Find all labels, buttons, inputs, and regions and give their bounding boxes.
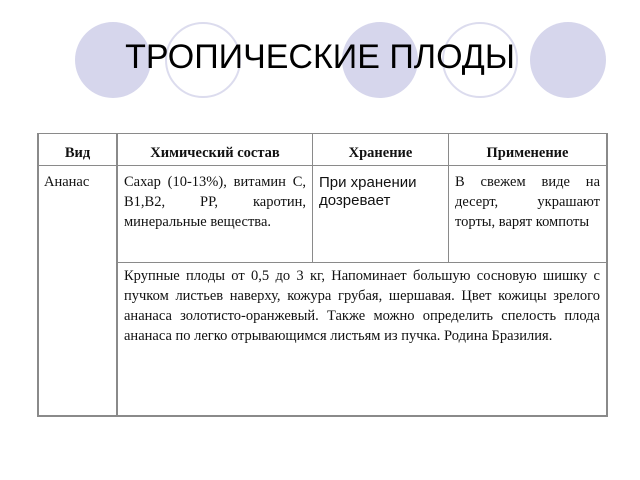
cell-chemistry: Сахар (10-13%), витамин С, В1,В2, РР, каротин, минеральные вещества. (124, 174, 306, 230)
cell-description: Крупные плоды от 0,5 до 3 кг, Напоминает большую сосновую шишку с пучком листьев наверху, кожура грубая, шершавая. Цвет кожицы зрелого ананаса золотисто-оранжевый. Также можно определить спелость плода ананаса по легко отрывающимся листьям из пучка. Родина Бразилия. (124, 268, 600, 344)
header-storage: Хранение (348, 145, 413, 161)
cell-kind: Ананас (44, 174, 90, 190)
slide-title: ТРОПИЧЕСКИЕ ПЛОДЫ (125, 38, 515, 76)
table-border (606, 133, 608, 417)
table-border (37, 415, 608, 417)
cell-storage: При хранении дозревает (319, 174, 417, 209)
header-usage: Применение (486, 145, 569, 161)
cell-usage: В свежем виде на десерт, украшают торты, варят компоты (455, 174, 600, 230)
header-kind: Вид (64, 145, 91, 161)
header-chemistry: Химический состав (150, 145, 280, 161)
table-border (37, 165, 608, 166)
